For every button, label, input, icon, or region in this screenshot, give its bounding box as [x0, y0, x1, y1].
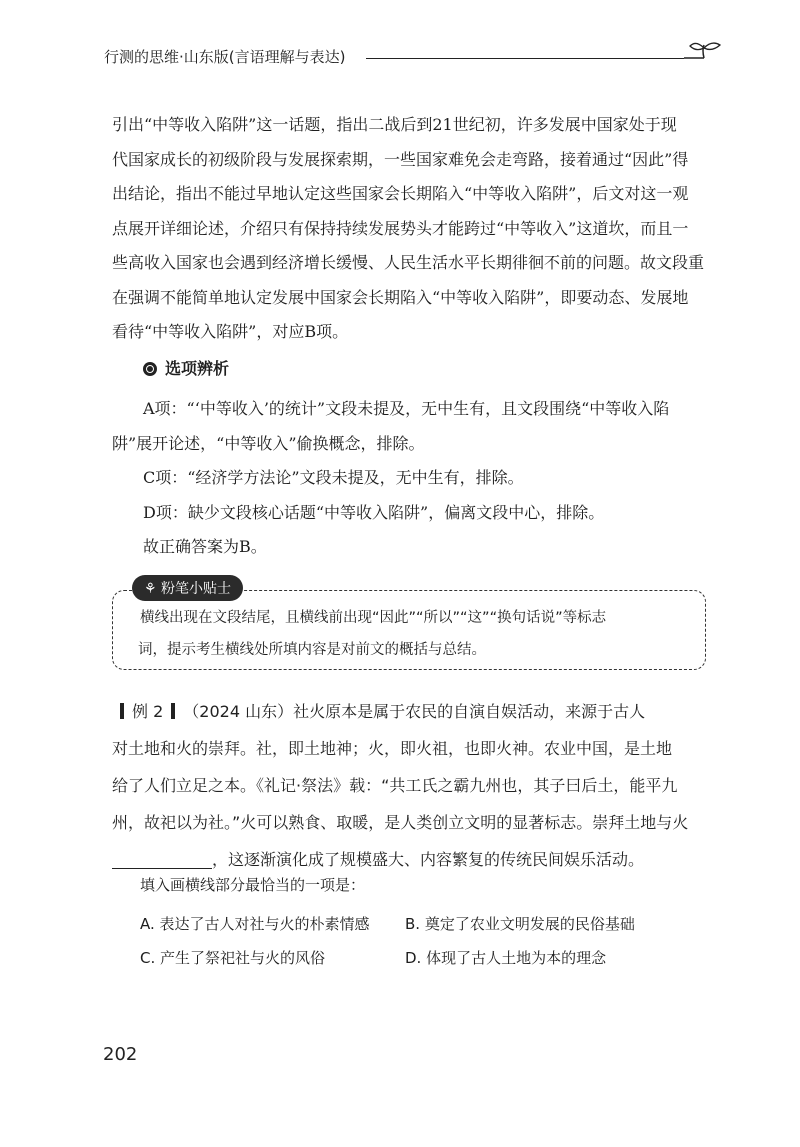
bar-mark [120, 703, 124, 719]
tip-text [140, 602, 700, 666]
bar-mark [171, 703, 175, 719]
analysis-paragraph [112, 108, 705, 350]
analysis-line: 在强调不能简单地认定发展中国家会长期陷入“中等收入陷阱”，即要动态、发展地 [112, 287, 689, 307]
option-analysis-title: 选项辨析 [165, 359, 230, 378]
example-line [112, 693, 712, 730]
option-a: A. 表达了古人对社与火的朴素情感 [140, 915, 370, 933]
tip-label-text: 粉笔小贴士 [161, 581, 232, 597]
example-text: （2024 山东）社火原本是属于农民的自演自娱活动，来源于古人 [183, 702, 646, 721]
header-title: 行测的思维·山东版(言语理解与表达) [104, 48, 346, 66]
analysis-line: 引出“中等收入陷阱”这一话题，指出二战后到21世纪初，许多发展中国家处于现 [112, 115, 677, 134]
option-analysis-heading [143, 356, 229, 379]
example-line: 州，故祀以为社。”火可以熟食、取暖，是人类创立文明的显著标志。崇拜土地与火 [112, 813, 689, 832]
analysis-line: 些高收入国家也会遇到经济增长缓慢、人民生活水平长期徘徊不前的问题。故文段重 [112, 253, 705, 272]
sprout-icon [684, 40, 724, 68]
option-analysis-line: 故正确答案为B。 [143, 537, 267, 556]
option-analysis-body [112, 392, 703, 565]
tip-label [132, 575, 243, 601]
example-question [112, 693, 712, 878]
option-c: C. 产生了祭祀社与火的风俗 [140, 949, 326, 967]
analysis-line: 看待“中等收入陷阱”，对应B项。 [112, 322, 349, 341]
example-line: 给了人们立足之本。《礼记·祭法》载：“共工氏之霸九州也，其子曰后土，能平九 [112, 776, 678, 795]
option-analysis-line: D项：缺少文段核心话题“中等收入陷阱”，偏离文段中心，排除。 [143, 502, 605, 522]
example-label: 例 2 [132, 702, 164, 721]
tip-line: 词，提示考生横线处所填内容是对前文的概括与总结。 [138, 642, 486, 658]
analysis-line: 点展开详细论述，介绍只有保持持续发展势头才能跨过“中等收入”这道坎，而且一 [112, 218, 689, 238]
answer-blank [112, 850, 212, 869]
option-b: B. 奠定了农业文明发展的民俗基础 [405, 915, 635, 933]
example-line [112, 841, 712, 878]
option-analysis-line: 阱”展开论述，“中等收入”偷换概念，排除。 [112, 433, 425, 453]
example-line: 对土地和火的崇拜。社，即土地神；火，即火祖，也即火神。农业中国，是土地 [112, 739, 673, 758]
circle-icon [143, 362, 157, 376]
running-header [104, 40, 724, 70]
option-analysis-line: A项：“‘中等收入’的统计”文段未提及，无中生有，且文段围绕“中等收入陷 [143, 399, 670, 418]
analysis-line: 代国家成长的初级阶段与发展探索期，一些国家难免会走弯路，接着通过“因此”得 [112, 149, 689, 169]
option-d: D. 体现了古人土地为本的理念 [405, 949, 607, 967]
tip-line: 横线出现在文段结尾，且横线前出现“因此”“所以”“这”“换句话说”等标志 [140, 610, 607, 626]
sprout-icon: ⚘ [144, 581, 157, 597]
analysis-line: 出结论，指出不能过早地认定这些国家会长期陷入“中等收入陷阱”，后文对这一观 [112, 184, 689, 203]
header-rule [366, 58, 684, 59]
option-analysis-line: C项：“经济学方法论”文段未提及，无中生有，排除。 [143, 468, 524, 487]
example-text: ，这逐渐演化成了规模盛大、内容繁复的传统民间娱乐活动。 [212, 850, 645, 869]
page-number: 202 [103, 1044, 138, 1065]
question-prompt: 填入画横线部分最恰当的一项是： [140, 876, 366, 894]
